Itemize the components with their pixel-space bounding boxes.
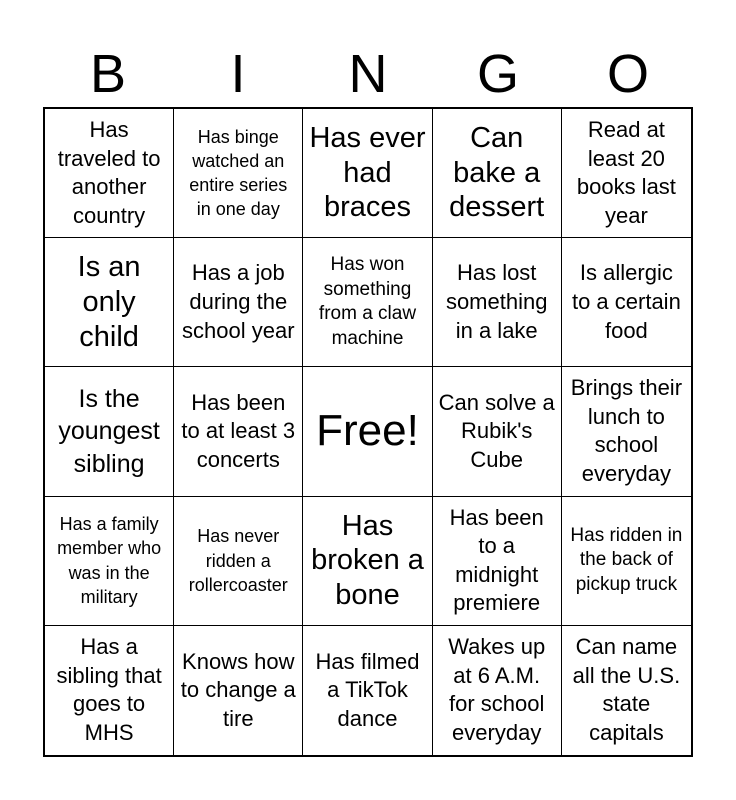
bingo-cell[interactable] [433,109,562,238]
bingo-cell-text: Can bake a dessert [449,121,545,224]
bingo-cell-text: Is allergic to a certain food [571,260,681,343]
bingo-cell[interactable] [45,626,174,755]
bingo-cell-text: Can solve a Rubik's Cube [438,389,555,472]
bingo-cell-text: Has traveled to another country [57,116,161,228]
bingo-cell-text: Has lost something in a lake [445,260,548,343]
bingo-cell[interactable] [433,238,562,367]
bingo-cell[interactable] [45,367,174,496]
header-letter-b: B [89,44,127,104]
bingo-cell[interactable] [562,626,691,755]
bingo-free-space[interactable] [303,367,432,496]
bingo-cell[interactable] [45,238,174,367]
bingo-cell-text: Brings their lunch to school everyday [570,375,683,487]
bingo-cell-text: Has a family member who was in the military [57,514,162,607]
bingo-cell[interactable] [433,626,562,755]
bingo-cell[interactable] [303,497,432,626]
bingo-card-grid [43,107,693,757]
header-letter-g: G [476,44,519,104]
bingo-cell-text: Has binge watched an entire series in one day [189,126,288,220]
bingo-cell[interactable] [174,109,303,238]
bingo-cell-text: Has been to a midnight premiere [449,504,544,616]
bingo-cell[interactable] [562,367,691,496]
header-letter-i: I [230,44,246,104]
bingo-cell[interactable] [174,497,303,626]
bingo-cell-text: Can name all the U.S. state capitals [572,634,681,745]
bingo-cell-text: Has been to at least 3 concerts [181,389,296,472]
bingo-cell[interactable] [433,367,562,496]
bingo-cell-text: Has a job during the school year [182,260,295,343]
header-letter-o: O [606,44,649,104]
free-space-text: Free! [316,406,419,456]
bingo-cell[interactable] [562,238,691,367]
bingo-cell-text: Has ridden in the back of pickup truck [570,524,683,596]
bingo-cell[interactable] [433,497,562,626]
bingo-cell-text: Has broken a bone [311,509,424,612]
bingo-cell-text: Knows how to change a tire [180,648,296,731]
bingo-cell[interactable] [45,109,174,238]
bingo-cell-text: Wakes up at 6 A.M. for school everyday [448,634,546,745]
bingo-cell-text: Has won something from a claw machine [318,253,417,349]
bingo-header [43,40,693,108]
bingo-cell-text: Has ever had braces [309,121,426,224]
bingo-cell[interactable] [303,238,432,367]
bingo-cell[interactable] [303,109,432,238]
bingo-cell[interactable] [562,109,691,238]
bingo-cell[interactable] [562,497,691,626]
bingo-cell-text: Has a sibling that goes to MHS [56,634,162,745]
bingo-cell[interactable] [303,626,432,755]
bingo-cell-text: Has never ridden a rollercoaster [188,526,288,595]
bingo-cell-text: Read at least 20 books last year [576,116,676,228]
bingo-cell[interactable] [174,238,303,367]
bingo-cell-text: Is the youngest sibling [58,384,160,478]
bingo-cell[interactable] [174,367,303,496]
bingo-cell[interactable] [174,626,303,755]
header-letter-n: N [348,44,388,104]
bingo-cell-text: Has filmed a TikTok dance [315,648,420,731]
bingo-cell-text: Is an only child [77,251,141,353]
bingo-cell[interactable] [45,497,174,626]
